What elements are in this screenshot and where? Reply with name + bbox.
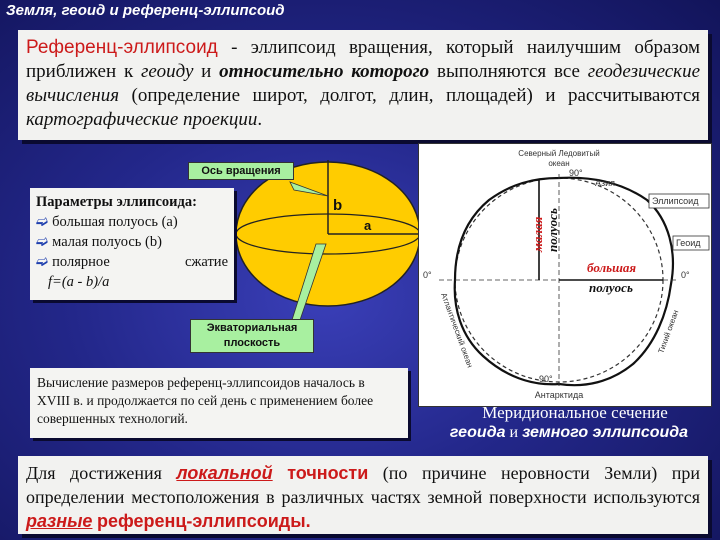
calculation-note: Вычисление размеров референц-эллипсоидов началось в XVIII в. и продолжается по сей день с применением более совершенных технологий. — [30, 368, 408, 438]
caption-geoid: геоида — [449, 424, 506, 441]
param-major-axis — [36, 212, 228, 232]
atlantic-label: Атлантический океан — [439, 291, 475, 369]
parameters-title: Параметры эллипсоида: — [36, 194, 197, 210]
param-flattening-text: полярное — [52, 254, 110, 270]
parameters-box — [30, 188, 234, 300]
pacific-label: Тихий океан — [656, 308, 681, 355]
param-minor-axis-text: малая полуось (b) — [52, 234, 162, 250]
axis-label-box — [188, 162, 294, 180]
caption-earth-ellipsoid: земного эллипсоида — [522, 424, 689, 441]
param-flattening — [36, 252, 228, 272]
axis-label: Ось вращения — [201, 165, 281, 177]
conclusion-box — [18, 456, 708, 534]
conclusion-different: разные — [26, 511, 93, 531]
equator-label-1: Экваториальная — [206, 322, 298, 334]
arrow-bullet-icon: ➫ — [36, 254, 49, 270]
definition-geoid: геоиду — [140, 61, 194, 82]
arrow-bullet-icon: ➫ — [36, 234, 49, 250]
antarctica-label: Антарктида — [534, 390, 584, 400]
deg-bottom-label: 90° — [539, 374, 553, 384]
deg-left-label: 0° — [423, 270, 432, 280]
param-flattening-text-2: сжатие — [184, 254, 228, 270]
b-label: b — [333, 197, 343, 214]
geoid-tag-label: Геоид — [676, 238, 701, 248]
conclusion-space-1 — [273, 463, 288, 483]
definition-relative: относительно которого — [219, 61, 430, 82]
conclusion-text-2: (по причине неровности Земли) при определении местоположения в различных частях земной поверхности используются — [26, 463, 700, 507]
arrow-bullet-icon: ➫ — [36, 214, 49, 230]
definition-term: Референц-эллипсоид — [26, 37, 218, 58]
definition-text-2: и — [193, 61, 220, 82]
figure-caption-line1: Меридиональное сечение — [482, 403, 668, 422]
major-axis-label-1: большая — [587, 260, 637, 275]
north-ocean-label-2: океан — [548, 159, 570, 168]
conclusion-ellipsoids: референц-эллипсоиды. — [96, 511, 311, 531]
slide-title: Земля, геоид и референц-эллипсоид — [6, 2, 285, 19]
conclusion-accuracy: точности — [287, 463, 369, 483]
equator-label-box — [190, 319, 314, 353]
meridional-section-figure — [418, 143, 712, 407]
conclusion-local: локальной — [176, 463, 273, 483]
ellipsoid-tag-label: Эллипсоид — [652, 196, 699, 206]
equator-label-2: плоскость — [223, 337, 281, 349]
definition-carto: картографические проекции — [26, 109, 258, 130]
meridional-section-drawing — [419, 144, 711, 406]
definition-box — [18, 30, 708, 140]
figure-caption-line2 — [418, 424, 720, 442]
definition-text-1: - эллипсоид вращения, который наилучшим образом приближен к — [26, 37, 700, 82]
definition-text-3: выполняются все — [429, 61, 588, 82]
caption-and: и — [505, 424, 523, 441]
north-ocean-label-1: Северный Ледовитый — [518, 149, 600, 158]
minor-axis-label-2: полуось — [545, 208, 560, 252]
a-label: a — [364, 218, 372, 233]
definition-text-5: . — [257, 109, 263, 130]
major-axis-label-2: полуось — [589, 280, 633, 295]
deg-top-label: 90° — [569, 168, 583, 178]
definition-geodetic: геодезические вычисления — [26, 61, 701, 106]
minor-axis-label-1: малая — [530, 216, 545, 252]
conclusion-text-1: Для достижения — [26, 463, 177, 483]
definition-text-4: (определение широт, долгот, длин, площадей) и рассчитываются — [119, 85, 700, 106]
param-minor-axis — [36, 232, 228, 252]
param-major-axis-text: большая полуось (a) — [52, 214, 178, 230]
deg-right-label: 0° — [681, 270, 690, 280]
param-formula: f=(a - b)/a — [48, 274, 110, 290]
asia-label: Азия — [595, 178, 616, 188]
